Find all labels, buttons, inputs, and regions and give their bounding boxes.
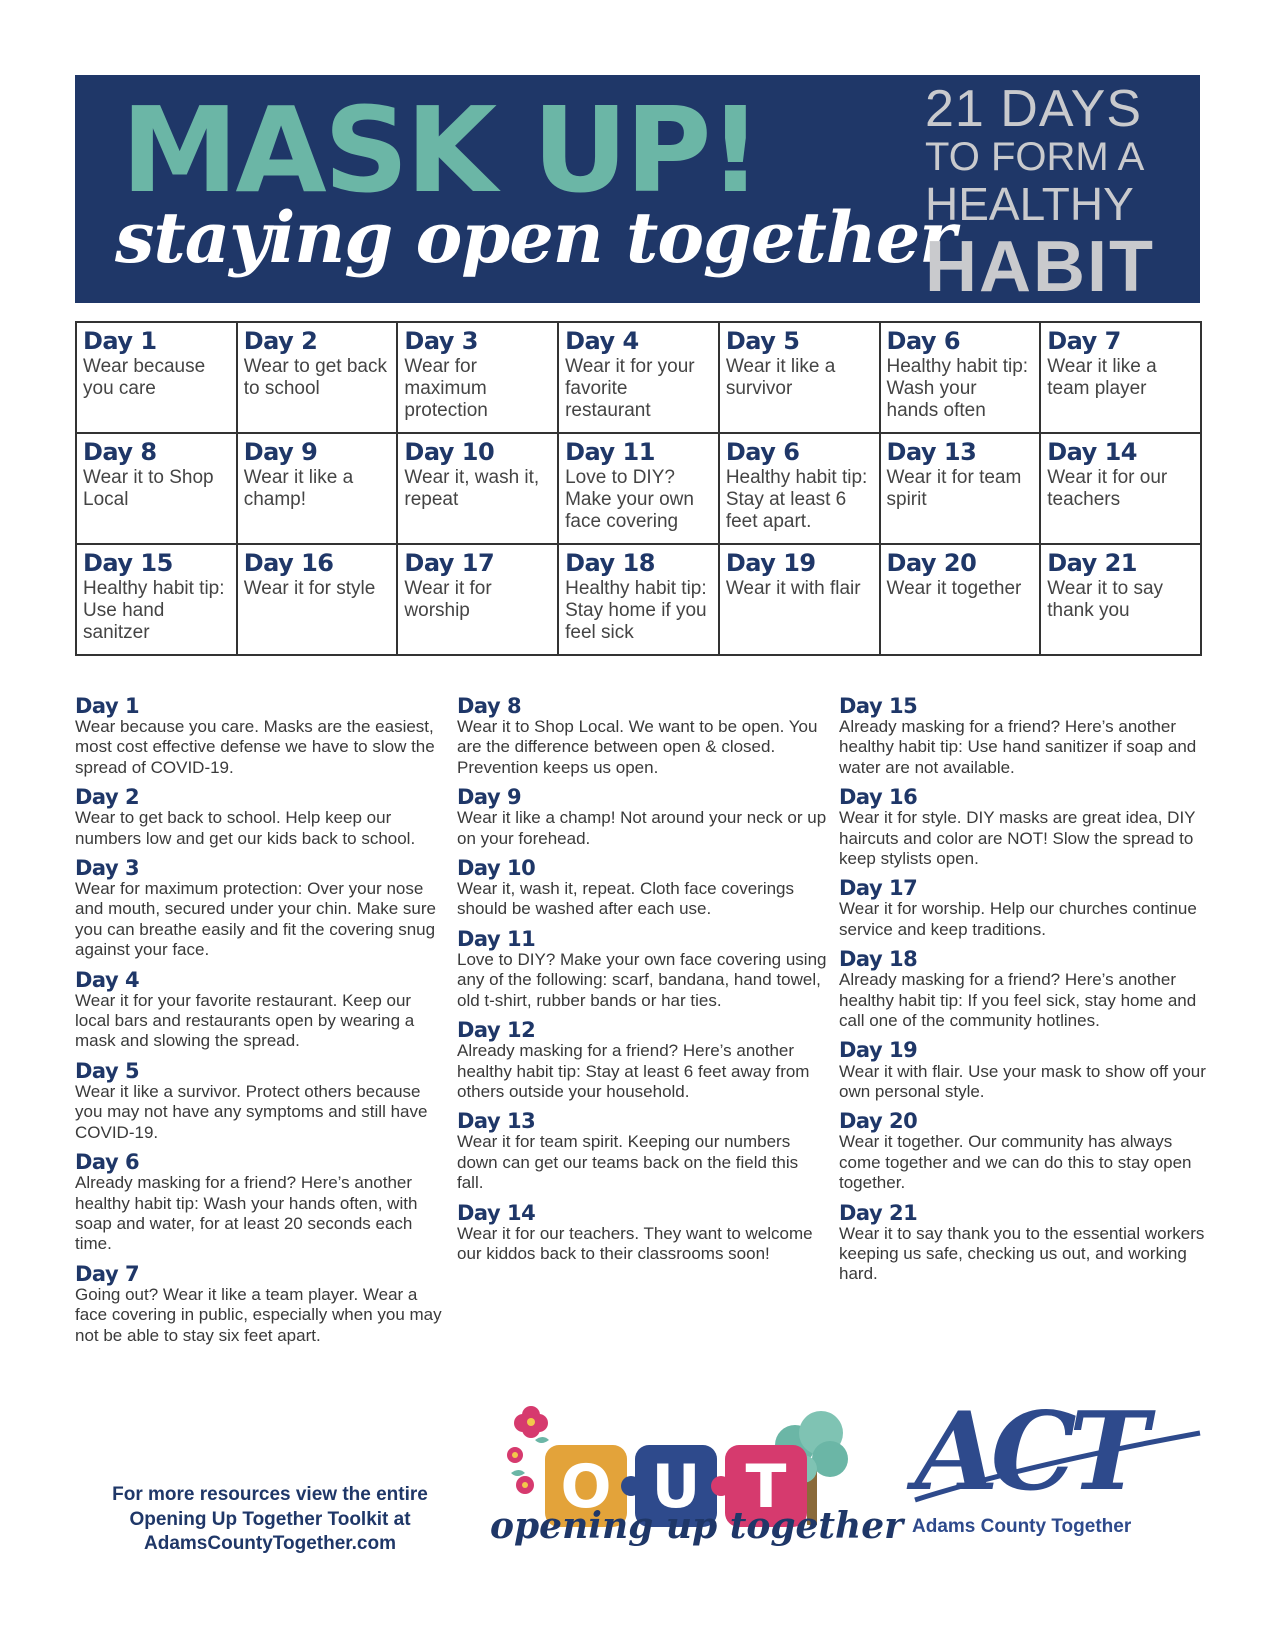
calendar-day-text: Wear it like a team player xyxy=(1047,356,1157,400)
calendar-day-label: Day 2 xyxy=(243,327,318,355)
entry-text: Wear for maximum protection: Over your nose and mouth, secured under your chin. Make sure you can breathe easily and fit the covering snug against your face. xyxy=(75,879,436,960)
calendar-day-label: Day 10 xyxy=(404,438,495,466)
resources-link[interactable]: AdamsCountyTogether.com xyxy=(144,1533,396,1555)
description-entry xyxy=(457,1110,829,1193)
resources-line: Opening Up Together Toolkit at xyxy=(129,1508,411,1530)
entry-text: Wear it like a survivor. Protect others because you may not have any symptoms and still have COVID-19. xyxy=(75,1081,428,1142)
entry-day-label: Day 12 xyxy=(457,1018,536,1043)
calendar-day-label: Day 15 xyxy=(83,549,173,577)
entry-text: Going out? Wear it like a team player. Wear a face covering in public, especially when you may not be able to stay six feet apart. xyxy=(75,1284,442,1345)
entry-day-label: Day 5 xyxy=(75,1058,140,1083)
calendar-day-label: Day 19 xyxy=(725,549,816,577)
calendar-day-text: Wear it for our teachers xyxy=(1047,467,1168,511)
calendar-cell xyxy=(880,433,1041,544)
entry-text: Wear it for our teachers. They want to welcome our kiddos back to their classrooms soon! xyxy=(457,1223,813,1263)
entry-day-label: Day 2 xyxy=(75,785,140,810)
out-letter: T xyxy=(745,1452,787,1522)
calendar-day-label: Day 18 xyxy=(565,549,655,577)
calendar-cell xyxy=(1040,433,1201,544)
calendar-day-label: Day 16 xyxy=(243,549,334,577)
act-logo-letters: ACT xyxy=(915,1389,1142,1515)
calendar-day-label: Day 14 xyxy=(1047,438,1137,466)
entry-text: Wear it to Shop Local. We want to be open. You are the difference between open & closed. Prevention keeps us open. xyxy=(457,717,818,777)
calendar-cell xyxy=(76,544,237,655)
calendar-cell xyxy=(397,433,558,544)
entry-day-label: Day 15 xyxy=(839,694,918,718)
out-tagline: opening up together xyxy=(490,1505,904,1547)
description-entry xyxy=(75,695,447,778)
calendar-week-row xyxy=(76,544,1201,655)
calendar-cell xyxy=(719,322,880,433)
calendar-day-label: Day 6 xyxy=(886,327,961,355)
calendar-day-text: Healthy habit tip: Stay at least 6 feet apart. xyxy=(725,467,868,532)
calendar-day-label: Day 9 xyxy=(243,438,318,466)
resources-note xyxy=(80,1483,460,1557)
entry-text: Wear it with flair. Use your mask to show off your own personal style. xyxy=(839,1061,1206,1101)
out-letter: U xyxy=(651,1452,701,1522)
calendar-day-text: Wear it like a survivor xyxy=(725,356,836,400)
descriptions-column-2 xyxy=(457,695,829,1272)
entry-day-label: Day 9 xyxy=(457,785,522,810)
description-entry xyxy=(75,1151,447,1255)
calendar-cell xyxy=(558,322,719,433)
entry-text: Wear it together. Our community has always come together and we can do this to stay open together. xyxy=(839,1132,1192,1193)
entry-text: Wear to get back to school. Help keep our numbers low and get our kids back to school. xyxy=(75,808,416,848)
descriptions-column-1 xyxy=(75,695,447,1354)
calendar-cell xyxy=(1040,322,1201,433)
calendar-day-text: Wear it with flair xyxy=(725,578,861,600)
calendar-cell xyxy=(719,433,880,544)
resources-line: For more resources view the entire xyxy=(112,1484,428,1505)
habit-callout-line4: HABIT xyxy=(925,227,1155,303)
calendar-day-text: Wear it together xyxy=(886,578,1022,600)
description-entry xyxy=(457,1202,829,1265)
calendar-day-text: Wear it for your favorite restaurant xyxy=(565,356,695,421)
calendar-cell xyxy=(558,544,719,655)
description-entry xyxy=(839,877,1211,940)
calendar-day-text: Wear to get back to school xyxy=(243,356,387,400)
description-entry xyxy=(839,1110,1211,1193)
entry-day-label: Day 13 xyxy=(457,1109,536,1134)
habit-callout-line3: HEALTHY xyxy=(925,178,1134,230)
entry-day-label: Day 10 xyxy=(457,856,536,881)
calendar-day-label: Day 4 xyxy=(565,327,639,355)
description-entry xyxy=(75,1060,447,1143)
calendar-day-text: Wear it like a champ! xyxy=(243,467,354,511)
calendar-day-text: Love to DIY? Make your own face covering xyxy=(565,467,694,532)
calendar-day-label: Day 3 xyxy=(404,327,478,355)
calendar-day-label: Day 11 xyxy=(565,438,655,466)
headline: MASK UP! xyxy=(121,81,760,219)
description-entry xyxy=(75,969,447,1052)
entry-text: Already masking for a friend? Here’s another healthy habit tip: Stay at least 6 feet away from others outside your household. xyxy=(457,1041,810,1101)
entry-text: Wear it for team spirit. Keeping our numbers down can get our teams back on the field this fall. xyxy=(457,1132,799,1193)
calendar-day-text: Wear because you care xyxy=(83,356,206,400)
calendar-week-row xyxy=(76,433,1201,544)
calendar-day-label: Day 7 xyxy=(1047,327,1121,355)
description-entry xyxy=(457,928,829,1011)
description-entry xyxy=(839,1039,1211,1102)
entry-text: Wear it for your favorite restaurant. Keep our local bars and restaurants open by wearing a mask and slowing the spread. xyxy=(75,990,415,1051)
calendar-week-row xyxy=(76,322,1201,433)
entry-day-label: Day 16 xyxy=(839,785,918,810)
calendar-cell xyxy=(719,544,880,655)
entry-text: Wear it, wash it, repeat. Cloth face coverings should be washed after each use. xyxy=(457,879,795,919)
calendar-day-text: Wear it to say thank you xyxy=(1047,578,1164,622)
entry-text: Wear because you care. Masks are the easiest, most cost effective defense we have to slow the spread of COVID-19. xyxy=(75,717,435,777)
calendar-cell xyxy=(558,433,719,544)
subheadline: staying open together xyxy=(115,196,956,279)
entry-text: Wear it for worship. Help our churches continue service and keep traditions. xyxy=(839,899,1197,939)
entry-day-label: Day 20 xyxy=(839,1109,918,1134)
description-entry xyxy=(457,695,829,778)
calendar-cell xyxy=(397,322,558,433)
out-logo xyxy=(495,1395,865,1575)
entry-text: Wear it for style. DIY masks are great idea, DIY haircuts and color are NOT! Slow the spread to keep stylists open. xyxy=(839,808,1196,869)
description-entry xyxy=(457,1019,829,1102)
entry-day-label: Day 4 xyxy=(75,967,140,992)
entry-text: Already masking for a friend? Here’s another healthy habit tip: Use hand sanitizer if soap and water are not available. xyxy=(839,717,1197,777)
habit-callout-line1: 21 DAYS xyxy=(925,80,1143,138)
calendar-cell xyxy=(1040,544,1201,655)
calendar-cell xyxy=(76,433,237,544)
entry-day-label: Day 21 xyxy=(839,1200,918,1225)
entry-text: Already masking for a friend? Here’s another healthy habit tip: If you feel sick, stay home and call one of the community hotlines. xyxy=(839,970,1197,1031)
entry-text: Already masking for a friend? Here’s another healthy habit tip: Wash your hands often, with soap and water, for at least 20 seconds each time. xyxy=(75,1173,418,1254)
calendar-cell xyxy=(237,322,398,433)
calendar-day-text: Wear it, wash it, repeat xyxy=(404,467,540,511)
entry-day-label: Day 11 xyxy=(457,926,536,951)
calendar-day-text: Healthy habit tip: Wash your hands often xyxy=(886,356,1029,421)
entry-day-label: Day 19 xyxy=(839,1038,918,1063)
description-entry xyxy=(839,1202,1211,1285)
habit-callout xyxy=(925,80,1190,303)
calendar-day-text: Wear it for team spirit xyxy=(886,467,1022,511)
description-entry xyxy=(839,695,1211,778)
calendar-day-label: Day 5 xyxy=(725,327,800,355)
description-entry xyxy=(75,857,447,961)
calendar-cell xyxy=(237,544,398,655)
out-letter: O xyxy=(560,1452,612,1522)
calendar-day-label: Day 17 xyxy=(404,549,495,577)
description-entry xyxy=(457,857,829,920)
calendar-cell xyxy=(237,433,398,544)
description-entry xyxy=(75,786,447,849)
entry-day-label: Day 8 xyxy=(457,694,522,718)
calendar-day-label: Day 13 xyxy=(886,438,977,466)
entry-text: Love to DIY? Make your own face covering using any of the following: scarf, bandana, hand towel, old t-shirt, rubber bands or har ties. xyxy=(457,949,827,1010)
calendar-day-text: Wear it to Shop Local xyxy=(83,467,214,511)
description-entry xyxy=(839,948,1211,1031)
flower-icon xyxy=(507,1406,549,1494)
descriptions-column-3 xyxy=(839,695,1211,1293)
calendar-day-label: Day 21 xyxy=(1047,549,1137,577)
description-entry xyxy=(839,786,1211,869)
calendar-day-text: Healthy habit tip: Stay home if you feel sick xyxy=(565,578,707,643)
calendar-cell xyxy=(76,322,237,433)
description-entry xyxy=(457,786,829,849)
entry-day-label: Day 14 xyxy=(457,1200,536,1225)
entry-day-label: Day 18 xyxy=(839,947,918,972)
calendar-day-label: Day 20 xyxy=(886,549,977,577)
entry-day-label: Day 6 xyxy=(75,1150,140,1175)
calendar-day-text: Wear it for style xyxy=(243,578,376,600)
calendar-day-label: Day 8 xyxy=(83,438,157,466)
habit-callout-line2: TO FORM A xyxy=(925,135,1145,179)
entry-day-label: Day 17 xyxy=(839,876,918,901)
description-entry xyxy=(75,1263,447,1346)
calendar-cell xyxy=(880,322,1041,433)
entry-day-label: Day 1 xyxy=(75,694,140,718)
calendar-grid xyxy=(75,321,1202,656)
header-banner xyxy=(75,75,1200,303)
calendar-cell xyxy=(397,544,558,655)
calendar-day-label: Day 6 xyxy=(725,438,800,466)
entry-day-label: Day 7 xyxy=(75,1261,140,1286)
entry-text: Wear it to say thank you to the essential workers keeping us safe, checking us out, and working hard. xyxy=(839,1223,1205,1284)
calendar-day-text: Healthy habit tip: Use hand sanitzer xyxy=(83,578,225,643)
calendar-day-label: Day 1 xyxy=(83,327,157,355)
calendar-cell xyxy=(880,544,1041,655)
entry-text: Wear it like a champ! Not around your neck or up on your forehead. xyxy=(457,808,827,848)
entry-day-label: Day 3 xyxy=(75,856,140,881)
calendar-day-text: Wear it for worship xyxy=(404,578,492,622)
calendar-day-text: Wear for maximum protection xyxy=(404,356,488,421)
act-logo-name: Adams County Together xyxy=(912,1516,1132,1537)
